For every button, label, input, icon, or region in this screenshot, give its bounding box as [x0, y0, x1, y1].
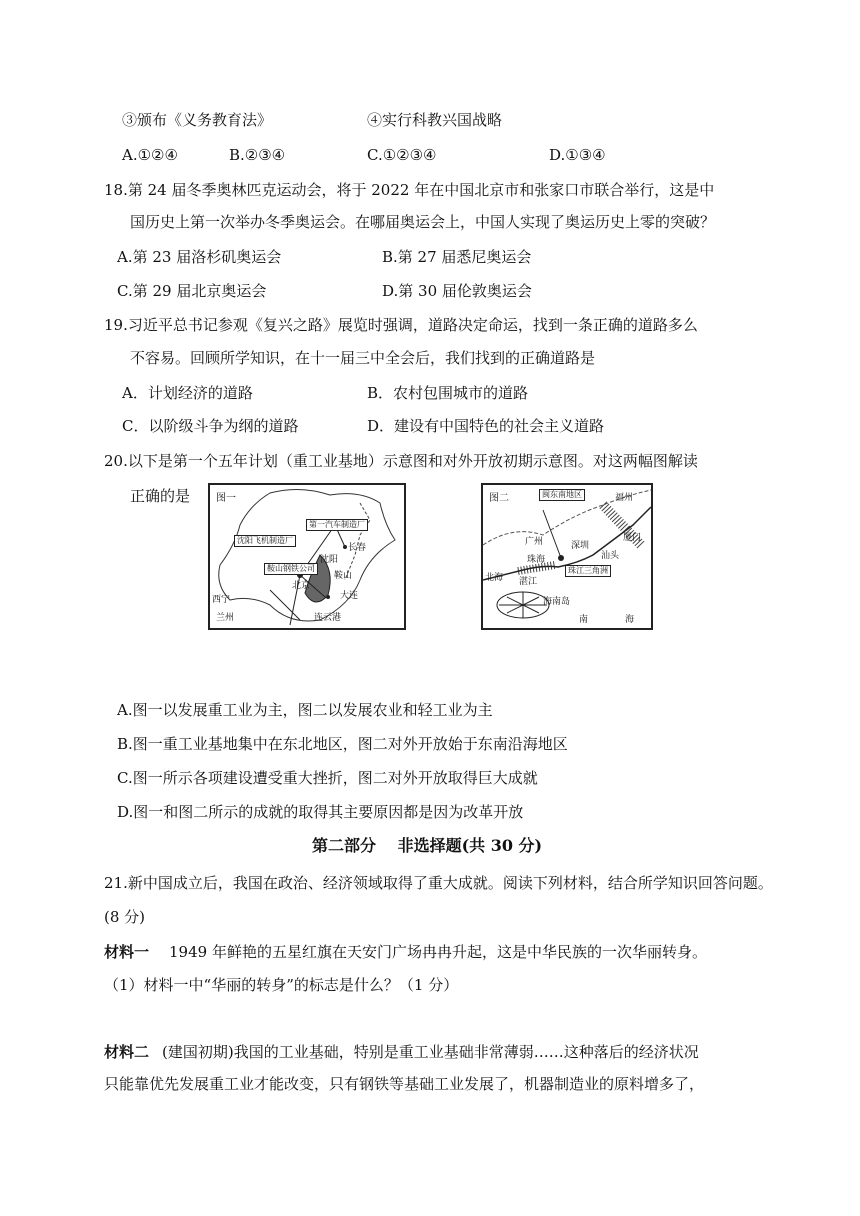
q19-option-c: C．以阶级斗争为纲的道路 [122, 417, 299, 435]
q19-option-a: A．计划经济的道路 [122, 384, 253, 402]
q18-option-a: A.第 23 届洛杉矶奥运会 [117, 248, 282, 266]
q19-stem-line1: 19.习近平总书记参观《复兴之路》展览时强调，道路决定命运，找到一条正确的道路多么 [104, 316, 698, 334]
map-figure-1 [208, 483, 406, 630]
map-2-label: 海 [625, 615, 635, 625]
map-1-label: 长春 [348, 543, 367, 553]
map-1-label: 沈阳 [320, 555, 339, 565]
q19-stem-line2: 不容易。回顾所学知识，在十一届三中全会后，我们找到的正确道路是 [130, 349, 596, 367]
map-1-label: 第一汽车制造厂 [306, 519, 368, 531]
map-1-label: 大连 [340, 591, 359, 601]
map-2-label: 广州 [525, 537, 544, 547]
q21-stem-line1: 21.新中国成立后，我国在政治、经济领域取得了重大成就。阅读下列材料，结合所学知识回答问题。 [104, 874, 773, 892]
map-2-label: 珠海 [527, 555, 546, 565]
map-1-label: 兰州 [216, 613, 235, 623]
q18-option-c: C.第 29 届北京奥运会 [117, 282, 267, 300]
map-2-label: 湛江 [519, 577, 538, 587]
material-2-text-line1: (建国初期)我国的工业基础，特别是重工业基础非常薄弱……这种落后的经济状况 [162, 1043, 699, 1061]
q19-option-b: B．农村包围城市的道路 [367, 384, 529, 402]
q17-option-a: A.①②④ [122, 146, 178, 164]
map-2-label: 闽东南地区 [539, 489, 585, 501]
map-2-label: 厦门 [623, 533, 642, 543]
material-1-label: 材料一 [104, 943, 150, 961]
map-1-label: 沈阳飞机制造厂 [234, 535, 296, 547]
map-2-title: 图二 [489, 493, 509, 504]
map-2-label: 北海 [485, 573, 504, 583]
map-2-label: 福州 [615, 493, 634, 503]
material-2-text-line2: 只能靠优先发展重工业才能改变，只有钢铁等基础工业发展了，机器制造业的原料增多了， [104, 1075, 705, 1093]
map-1-label: 北京 [292, 581, 311, 591]
map-1-label: 鞍山钢铁公司 [264, 563, 318, 575]
map-1-label: 西宁 [212, 595, 231, 605]
q18-option-d: D.第 30 届伦敦奥运会 [382, 282, 532, 300]
q17-option-c: C.①②③④ [367, 146, 437, 164]
q17-item-3: ③颁布《义务教育法》 [122, 111, 273, 129]
map-1-title: 图一 [216, 493, 236, 504]
q18-stem-line1: 18.第 24 届冬季奥林匹克运动会，将于 2022 年在中国北京市和张家口市联合举行，这是中 [104, 181, 715, 199]
q20-stem-line1: 20.以下是第一个五年计划（重工业基地）示意图和对外开放初期示意图。对这两幅图解读 [104, 452, 698, 470]
q17-option-d: D.①③④ [549, 146, 606, 164]
q18-option-b: B.第 27 届悉尼奥运会 [382, 248, 532, 266]
q20-option-d: D.图一和图二所示的成就的取得其主要原因都是因为改革开放 [117, 803, 524, 821]
map-2-label: 深圳 [571, 541, 590, 551]
q17-item-4: ④实行科教兴国战略 [367, 111, 503, 129]
q18-stem-line2: 国历史上第一次举办冬季奥运会。在哪届奥运会上，中国人实现了奥运历史上零的突破？ [130, 213, 716, 231]
q20-option-a: A.图一以发展重工业为主，图二以发展农业和轻工业为主 [117, 701, 493, 719]
map-1-drawing [210, 485, 404, 628]
q20-option-b: B.图一重工业基地集中在东北地区，图二对外开放始于东南沿海地区 [117, 735, 568, 753]
q19-option-d: D．建设有中国特色的社会主义道路 [367, 417, 605, 435]
map-2-label: 海南岛 [543, 597, 571, 607]
material-1-text: 1949 年鲜艳的五星红旗在天安门广场冉冉升起，这是中华民族的一次华丽转身。 [169, 943, 707, 961]
map-2-label: 南 [579, 615, 589, 625]
material-2-label: 材料二 [104, 1043, 150, 1061]
q20-option-c: C.图一所示各项建设遭受重大挫折，图二对外开放取得巨大成就 [117, 769, 538, 787]
map-figure-2 [481, 483, 653, 630]
q21-stem-line2: (8 分) [104, 908, 146, 926]
q21-subquestion-1: （1）材料一中“华丽的转身”的标志是什么？（1 分） [104, 976, 459, 994]
q20-stem-line2: 正确的是 [130, 487, 191, 505]
part-2-heading: 第二部分 非选择题(共 30 分) [312, 836, 543, 855]
map-1-label: 连云港 [314, 613, 342, 623]
q17-option-b: B.②③④ [229, 146, 286, 164]
map-2-label: 珠江三角洲 [565, 565, 611, 577]
map-2-label: 汕头 [601, 551, 620, 561]
map-1-label: 鞍山 [334, 571, 353, 581]
